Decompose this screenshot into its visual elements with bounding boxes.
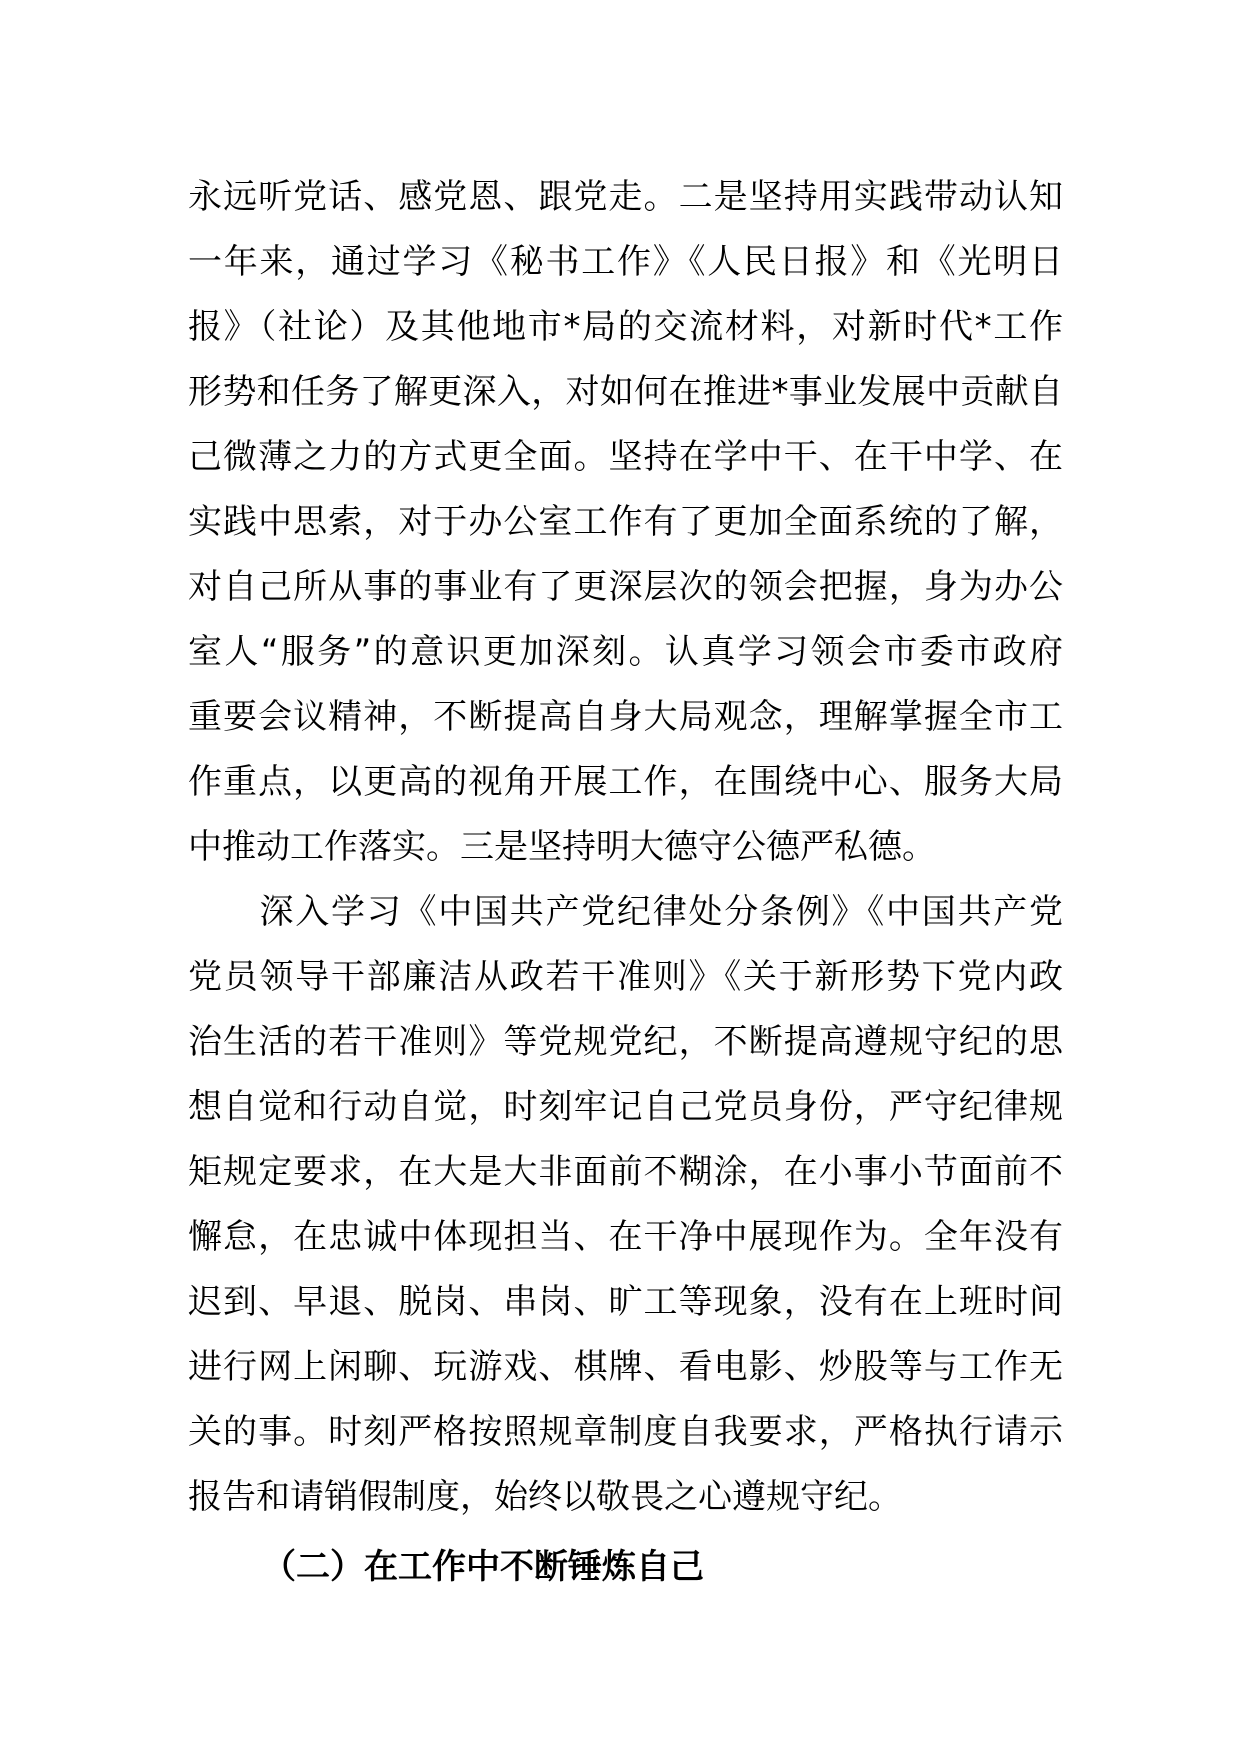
paragraph-line: 迟到、早退、脱岗、串岗、旷工等现象，没有在上班时间 (188, 1282, 1063, 1322)
paragraph-2 (188, 880, 1063, 1530)
paragraph-line: 中推动工作落实。三是坚持明大德守公德严私德。 (188, 827, 936, 867)
section-heading: （二）在工作中不断锤炼自己 (262, 1547, 704, 1587)
paragraph-line: 作重点，以更高的视角开展工作，在围绕中心、服务大局 (188, 762, 1063, 802)
paragraph-line: 永远听党话、感党恩、跟党走。二是坚持用实践带动认知 (188, 177, 1063, 217)
paragraph-line: 重要会议精神，不断提高自身大局观念，理解掌握全市工 (188, 697, 1063, 737)
paragraph-line: 报告和请销假制度，始终以敬畏之心遵规守纪。 (188, 1477, 902, 1517)
paragraph-line: 党员领导干部廉洁从政若干准则》《关于新形势下党内政 (188, 957, 1063, 997)
paragraph-line: 想自觉和行动自觉，时刻牢记自己党员身份，严守纪律规 (188, 1087, 1063, 1127)
paragraph-line: 实践中思索，对于办公室工作有了更加全面系统的了解， (188, 502, 1063, 542)
paragraph-line: 治生活的若干准则》等党规党纪，不断提高遵规守纪的思 (188, 1022, 1063, 1062)
paragraph-line: 进行网上闲聊、玩游戏、棋牌、看电影、炒股等与工作无 (188, 1347, 1063, 1387)
paragraph-line: 矩规定要求，在大是大非面前不糊涂，在小事小节面前不 (188, 1152, 1063, 1192)
paragraph-line: 己微薄之力的方式更全面。坚持在学中干、在干中学、在 (188, 437, 1063, 477)
paragraph-line: 形势和任务了解更深入，对如何在推进*事业发展中贡献自 (188, 372, 1063, 412)
paragraph-line: 深入学习《中国共产党纪律处分条例》《中国共产党 (188, 892, 1063, 932)
paragraph-1 (188, 165, 1063, 880)
paragraph-line: 关的事。时刻严格按照规章制度自我要求，严格执行请示 (188, 1412, 1063, 1452)
paragraph-line: 懈怠，在忠诚中体现担当、在干净中展现作为。全年没有 (188, 1217, 1063, 1257)
paragraph-line: 一年来，通过学习《秘书工作》《人民日报》和《光明日 (188, 242, 1063, 282)
paragraph-line: 室人“服务”的意识更加深刻。认真学习领会市委市政府 (188, 632, 1063, 672)
paragraph-line: 报》（社论）及其他地市*局的交流材料，对新时代*工作 (188, 307, 1063, 347)
paragraph-line: 对自己所从事的事业有了更深层次的领会把握，身为办公 (188, 567, 1063, 607)
